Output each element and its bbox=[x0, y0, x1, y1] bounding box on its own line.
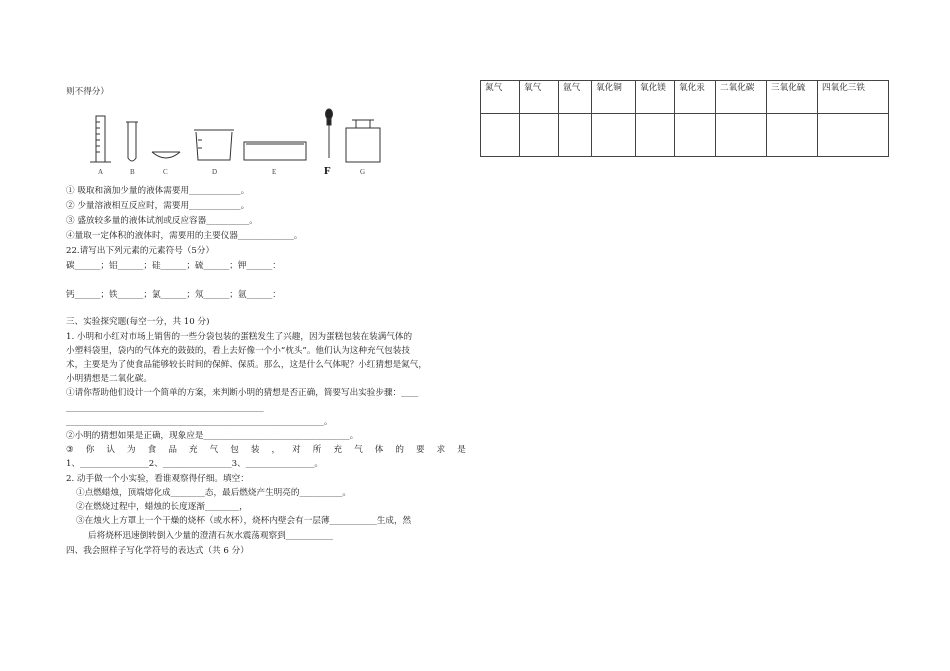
reagent-bottle-icon bbox=[346, 120, 380, 162]
q3-char: 气 bbox=[209, 445, 219, 455]
exp1-q3-line bbox=[66, 446, 466, 455]
q3-char: 认 bbox=[106, 445, 115, 455]
lab-apparatus-illustration bbox=[88, 108, 388, 176]
table-header-cell: 二氧化碳 bbox=[716, 81, 767, 114]
apparatus-label-g: G bbox=[360, 168, 366, 176]
q21-item-2: ② 少量溶液相互反应时，需要用____________。 bbox=[66, 201, 250, 211]
table-answer-cell[interactable] bbox=[592, 114, 636, 157]
q3-char: 充 bbox=[188, 445, 198, 455]
q22-title: 22.请写出下列元素的元素符号（5分） bbox=[66, 246, 215, 256]
table-header-cell: 氧气 bbox=[520, 81, 559, 114]
q3-char: 对 bbox=[292, 445, 301, 455]
apparatus-label-d: D bbox=[212, 168, 218, 176]
exp2-line-3: ②在燃烧过程中，蜡烛的长度逐渐________， bbox=[76, 502, 248, 512]
q3-char: 体 bbox=[374, 445, 384, 455]
q3-char: 是 bbox=[457, 445, 466, 455]
q3-char: 所 bbox=[312, 445, 322, 455]
table-answer-cell[interactable] bbox=[636, 114, 675, 157]
exp1-line-5: ①请你帮助他们设计一个简单的方案，来判断小明的猜想是否正确，简要写出实验步骤：____ bbox=[66, 388, 419, 398]
q21-item-1: ① 吸取和滴加少量的液体需要用____________。 bbox=[66, 186, 250, 196]
q3-char: 装 bbox=[250, 445, 260, 455]
table-header-cell: 氮气 bbox=[481, 81, 520, 114]
table-header-cell: 四氧化三铁 bbox=[818, 81, 889, 114]
q3-char: 充 bbox=[333, 445, 343, 455]
trough-icon bbox=[244, 142, 306, 160]
exp2-line-5: 后将烧杯迅速倒转倒入少量的澄清石灰水震荡观察到___________ bbox=[88, 531, 333, 541]
q3-char: 求 bbox=[436, 445, 446, 455]
q3-char: ③ bbox=[66, 445, 74, 455]
table-answer-cell[interactable] bbox=[559, 114, 592, 157]
section3-title: 三、实验探究题(每空一分，共 10 分) bbox=[66, 317, 210, 327]
exp1-line-4: 小明猜想是二氧化碳。 bbox=[66, 374, 152, 384]
q22-row-1: 碳______；铝______；硅______；硫______；钾______： bbox=[66, 261, 281, 271]
table-header-cell: 氧化汞 bbox=[675, 81, 716, 114]
table-answer-cell[interactable] bbox=[481, 114, 520, 157]
q3-char: 食 bbox=[147, 445, 157, 455]
evaporating-dish-icon bbox=[152, 152, 180, 158]
chemical-formula-table-wrap bbox=[480, 80, 889, 157]
q3-char: 的 bbox=[395, 445, 404, 455]
q21-item-3: ③ 盛放较多量的液体试剂或反应容器__________。 bbox=[66, 216, 258, 226]
q3-char: 要 bbox=[416, 445, 425, 455]
apparatus-label-c: C bbox=[163, 168, 168, 176]
dropper-icon bbox=[326, 109, 333, 158]
table-header-cell: 氧化镁 bbox=[636, 81, 675, 114]
apparatus-label-f: F bbox=[324, 165, 331, 176]
table-header-cell: 氧化铜 bbox=[592, 81, 636, 114]
q3-char: 包 bbox=[230, 445, 239, 455]
exp2-line-2: ①点燃蜡烛，顶端熔化成________态，最后燃烧产生明亮的__________。 bbox=[76, 488, 352, 498]
exp1-line-6: ______________________________________________ bbox=[66, 403, 264, 413]
exp1-line-2: 小塑料袋里，袋内的气体充的鼓鼓的，看上去好像一个小“枕头”。他们认为这种充气包装技 bbox=[66, 346, 410, 356]
table-header-row bbox=[481, 81, 889, 114]
q3-char: 你 bbox=[85, 445, 95, 455]
table-answer-row bbox=[481, 114, 889, 157]
exp1-q3-answer: 1、________________2、________________3、________________。 bbox=[66, 459, 324, 469]
exp1-line-1: 1. 小明和小红对市场上销售的一些分袋包装的蛋糕发生了兴趣，因为蛋糕包装在装满气体的 bbox=[66, 332, 413, 342]
exp1-line-3: 术，主要是为了使食品能够较长时间的保鲜、保质。那么，这是什么气体呢？小红猜想是氮气， bbox=[66, 360, 427, 370]
exp1-line-7: ____________________________________________________________。 bbox=[66, 417, 333, 427]
test-tube-icon bbox=[126, 122, 138, 161]
table-answer-cell[interactable] bbox=[818, 114, 889, 157]
q3-char: ， bbox=[271, 445, 281, 455]
apparatus-label-a: A bbox=[98, 168, 104, 176]
table-header-cell: 三氧化硫 bbox=[767, 81, 818, 114]
table-header-cell: 氩气 bbox=[559, 81, 592, 114]
table-answer-cell[interactable] bbox=[767, 114, 818, 157]
q3-char: 为 bbox=[127, 445, 136, 455]
graduated-cylinder-icon bbox=[90, 116, 111, 162]
q22-row-2: 钙______；铁______；氯______；氖______；氩______： bbox=[66, 290, 281, 300]
table-answer-cell[interactable] bbox=[675, 114, 716, 157]
exp2-line-4: ③在烛火上方罩上一个干燥的烧杯（或水杯），烧杯内壁会有一层薄___________生成，然 bbox=[76, 516, 412, 526]
exp1-line-8: ②小明的猜想如果是正确，现象应是__________________________________。 bbox=[66, 431, 359, 441]
q21-item-4: ④量取一定体积的液体时，需要用的主要仪器_____________。 bbox=[66, 231, 303, 241]
beaker-icon bbox=[194, 130, 234, 160]
q3-char: 气 bbox=[354, 445, 363, 455]
apparatus-label-b: B bbox=[130, 168, 135, 176]
chemical-formula-table bbox=[480, 80, 889, 157]
intro-fragment: 则不得分） bbox=[66, 87, 109, 97]
apparatus-label-e: E bbox=[272, 168, 277, 176]
table-answer-cell[interactable] bbox=[716, 114, 767, 157]
table-answer-cell[interactable] bbox=[520, 114, 559, 157]
q3-char: 品 bbox=[168, 445, 177, 455]
exp2-line-1: 2. 动手做一个小实验，看谁观察得仔细。填空： bbox=[66, 474, 249, 484]
section4-title: 四、我会照样子写化学符号的表达式（共 6 分） bbox=[66, 546, 249, 556]
